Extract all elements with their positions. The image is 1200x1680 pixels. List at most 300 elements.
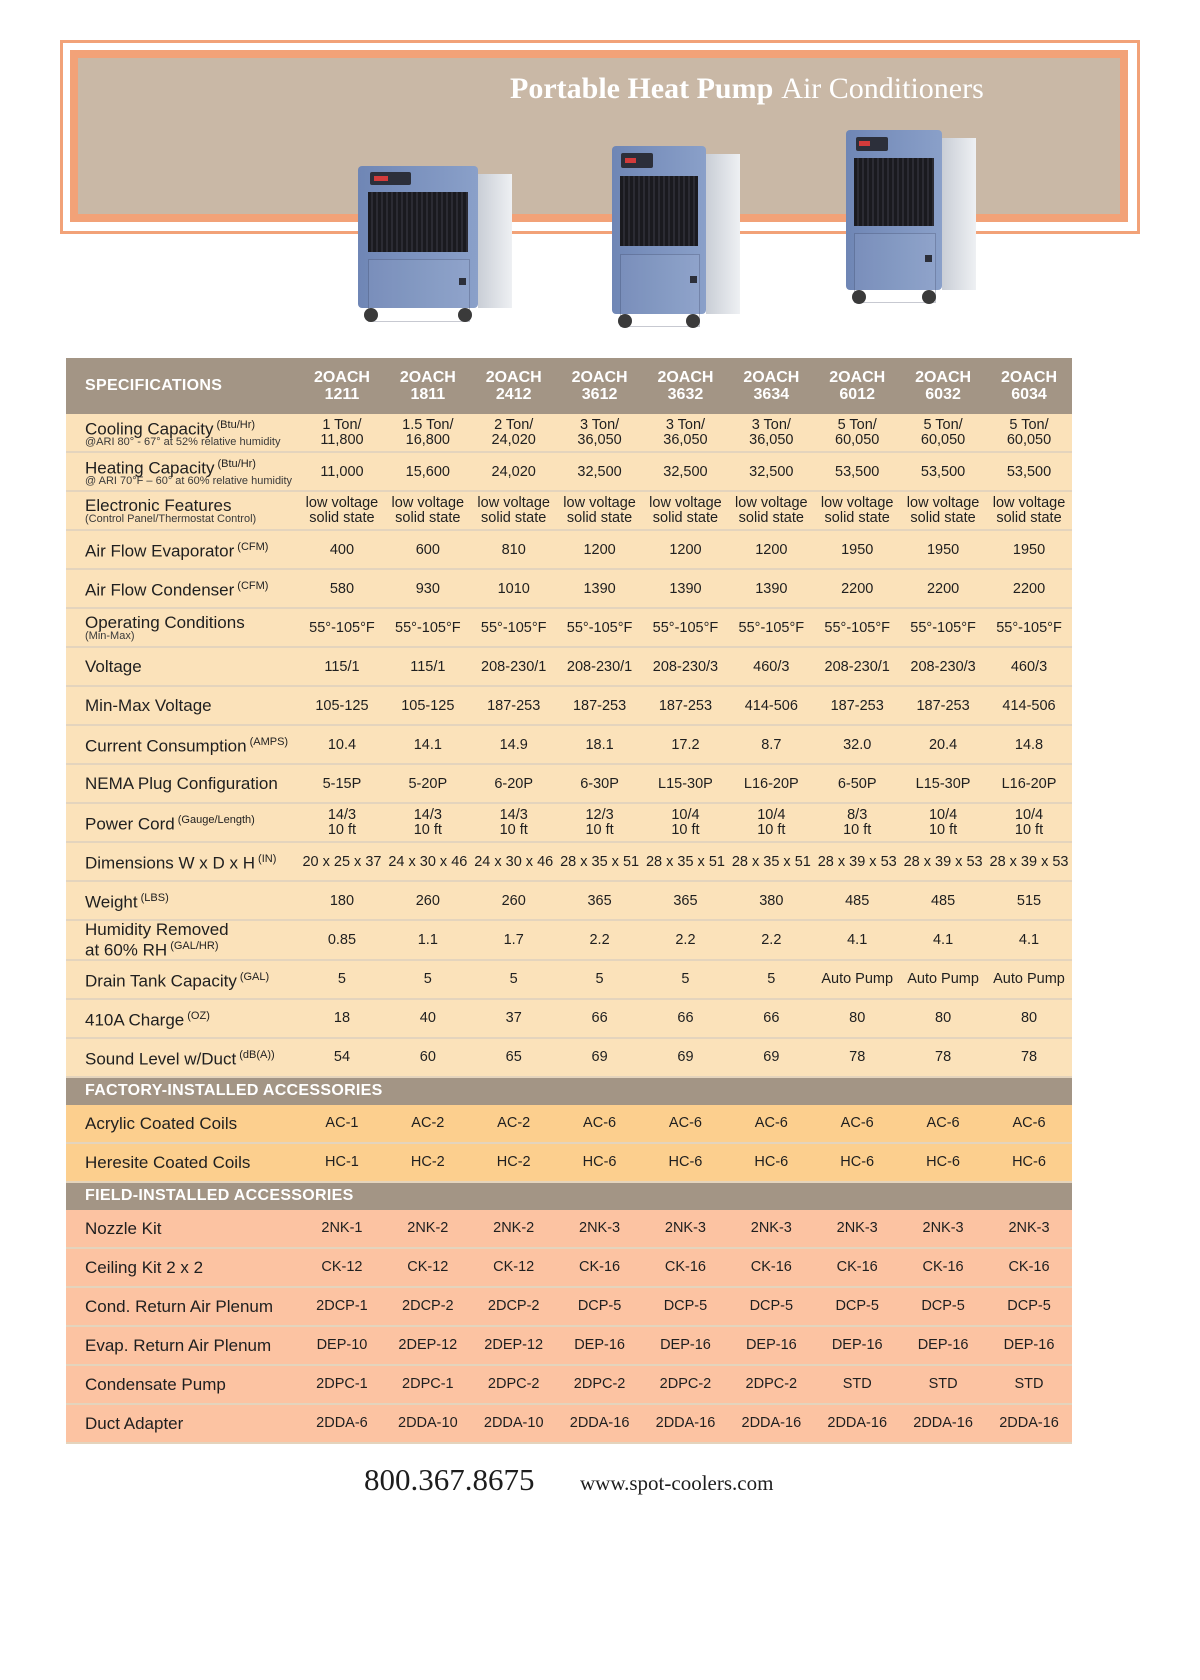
table-cell: DEP-16 [986, 1326, 1072, 1365]
table-row [66, 686, 1072, 725]
page-title [510, 72, 984, 106]
cell-line: 60,050 [1006, 431, 1052, 448]
model-series: 2OACH [829, 369, 886, 386]
table-cell: 2NK-2 [471, 1210, 557, 1248]
table-cell: 78 [814, 1038, 900, 1077]
table-cell: 28 x 35 x 51 [643, 842, 729, 881]
table-cell: AC-2 [471, 1105, 557, 1143]
cell-line: low voltage [992, 494, 1066, 511]
row-label-text: Min-Max Voltage [85, 696, 212, 715]
row-label [66, 569, 299, 608]
table-cell [728, 414, 814, 452]
cell-line: solid state [996, 509, 1062, 526]
row-label [66, 1210, 299, 1248]
table-cell: HC-6 [814, 1143, 900, 1182]
table-row [66, 1287, 1072, 1326]
table-cell: 2.2 [728, 920, 814, 960]
model-number: 1211 [324, 386, 360, 403]
table-cell: 105-125 [385, 686, 471, 725]
cell-line: 10 ft [757, 821, 786, 838]
table-cell: HC-6 [728, 1143, 814, 1182]
table-cell: CK-12 [299, 1248, 385, 1287]
table-cell: 2DDA-16 [814, 1404, 900, 1443]
table-cell: 8.7 [728, 725, 814, 764]
table-cell: AC-6 [728, 1105, 814, 1143]
row-label [66, 842, 299, 881]
row-label [66, 647, 299, 686]
model-series: 2OACH [571, 369, 628, 386]
table-cell [385, 491, 471, 530]
table-cell: 260 [471, 881, 557, 920]
table-cell: 11,000 [299, 452, 385, 491]
table-cell: 600 [385, 530, 471, 569]
row-unit: (Btu/Hr) [216, 418, 256, 431]
row-label-text: Nozzle Kit [85, 1218, 162, 1238]
table-cell: 208-230/1 [814, 647, 900, 686]
table-cell: 14.9 [471, 725, 557, 764]
table-cell: 66 [728, 999, 814, 1038]
cell-line: 1.5 Ton/ [402, 416, 454, 433]
table-cell: 5 [471, 960, 557, 999]
table-cell: 208-230/1 [471, 647, 557, 686]
table-cell: 2DDA-16 [728, 1404, 814, 1443]
table-cell: 2DEP-12 [471, 1326, 557, 1365]
model-header [900, 358, 986, 414]
table-row [66, 999, 1072, 1038]
table-cell: 54 [299, 1038, 385, 1077]
table-cell [643, 803, 729, 842]
specifications-heading: SPECIFICATIONS [66, 358, 299, 414]
cell-line: 10 ft [413, 821, 442, 838]
cell-line: 10 ft [843, 821, 872, 838]
table-cell: 55°-105°F [557, 608, 643, 647]
table-cell: Auto Pump [900, 960, 986, 999]
row-label [66, 686, 299, 725]
cell-line: 10/4 [757, 806, 786, 823]
row-label [66, 530, 299, 569]
table-cell: 580 [299, 569, 385, 608]
row-label [66, 920, 299, 960]
table-cell: 28 x 35 x 51 [557, 842, 643, 881]
table-cell [557, 414, 643, 452]
table-cell: DCP-5 [900, 1287, 986, 1326]
model-number: 1811 [410, 386, 446, 403]
table-cell: 17.2 [643, 725, 729, 764]
table-cell: L16-20P [986, 764, 1072, 803]
cell-line: 10 ft [1014, 821, 1044, 838]
table-cell: 14.8 [986, 725, 1072, 764]
field-accessories-header [66, 1182, 1072, 1210]
cell-line: low voltage [391, 494, 465, 511]
table-cell: 515 [986, 881, 1072, 920]
table-cell: HC-6 [900, 1143, 986, 1182]
cell-line: 3 Ton/ [751, 416, 791, 433]
table-cell: 1200 [557, 530, 643, 569]
table-cell: CK-12 [471, 1248, 557, 1287]
table-cell: 1.7 [471, 920, 557, 960]
table-cell: 20 x 25 x 37 [299, 842, 385, 881]
table-cell: 6-50P [814, 764, 900, 803]
table-cell: DCP-5 [643, 1287, 729, 1326]
row-label [66, 960, 299, 999]
table-cell: 2DPC-1 [299, 1365, 385, 1404]
row-unit: (CFM) [237, 541, 269, 554]
row-unit: (CFM) [237, 580, 269, 593]
table-cell: 37 [471, 999, 557, 1038]
table-cell: 20.4 [900, 725, 986, 764]
table-cell: 2DDA-16 [557, 1404, 643, 1443]
cell-line: low voltage [477, 494, 550, 511]
row-label [66, 1143, 299, 1182]
table-row [66, 569, 1072, 608]
table-cell: 28 x 39 x 53 [986, 842, 1072, 881]
factory-accessories-header-title: FACTORY-INSTALLED ACCESSORIES [66, 1077, 1072, 1105]
table-cell: 2NK-3 [814, 1210, 900, 1248]
row-unit: (Btu/Hr) [217, 457, 256, 470]
table-cell: 260 [385, 881, 471, 920]
table-cell: 80 [986, 999, 1072, 1038]
cell-line: 10/4 [671, 806, 700, 823]
title-light: Air Conditioners [781, 72, 984, 105]
row-label-text: Duct Adapter [85, 1413, 184, 1433]
row-label [66, 881, 299, 920]
table-cell: 2200 [986, 569, 1072, 608]
table-cell [814, 414, 900, 452]
table-row [66, 491, 1072, 530]
table-cell: 53,500 [814, 452, 900, 491]
table-cell: 55°-105°F [986, 608, 1072, 647]
table-cell [557, 491, 643, 530]
table-cell [299, 491, 385, 530]
table-cell: Auto Pump [814, 960, 900, 999]
table-cell: 55°-105°F [471, 608, 557, 647]
cell-line: 2 Ton/ [494, 416, 534, 433]
cell-line: low voltage [820, 494, 894, 511]
factory-accessories-header [66, 1077, 1072, 1105]
row-label-text: NEMA Plug Configuration [85, 774, 278, 793]
row-label [66, 803, 299, 842]
table-cell: 2DPC-2 [471, 1365, 557, 1404]
table-cell: 5 [643, 960, 729, 999]
table-cell: 380 [728, 881, 814, 920]
table-cell: 40 [385, 999, 471, 1038]
table-cell: 4.1 [986, 920, 1072, 960]
table-cell: 187-253 [643, 686, 729, 725]
table-cell: DEP-16 [643, 1326, 729, 1365]
cell-line: 14/3 [413, 806, 442, 823]
cell-line: 24,020 [491, 431, 536, 448]
model-number: 3634 [753, 386, 790, 403]
table-cell: 208-230/3 [643, 647, 729, 686]
table-cell: 5 [299, 960, 385, 999]
table-cell [900, 414, 986, 452]
table-cell: 365 [643, 881, 729, 920]
cell-line: 5 Ton/ [923, 416, 963, 433]
field-accessories-header-title: FIELD-INSTALLED ACCESSORIES [66, 1182, 1072, 1210]
table-cell: 460/3 [986, 647, 1072, 686]
table-cell: 66 [557, 999, 643, 1038]
table-row [66, 881, 1072, 920]
table-cell: 5 [728, 960, 814, 999]
table-cell: 69 [728, 1038, 814, 1077]
table-row [66, 1038, 1072, 1077]
table-cell: 24 x 30 x 46 [385, 842, 471, 881]
cell-line: solid state [652, 509, 719, 526]
row-sublabel: @ ARI 70°F – 60° at 60% relative humidity [85, 475, 293, 488]
model-header [557, 358, 643, 414]
table-cell: 115/1 [299, 647, 385, 686]
row-label-text: Voltage [85, 657, 142, 676]
table-cell: HC-2 [385, 1143, 471, 1182]
model-series: 2OACH [915, 369, 972, 386]
row-label [66, 1105, 299, 1143]
table-cell: 32.0 [814, 725, 900, 764]
table-cell: AC-2 [385, 1105, 471, 1143]
table-cell: 28 x 39 x 53 [900, 842, 986, 881]
model-header [728, 358, 814, 414]
table-cell: 55°-105°F [643, 608, 729, 647]
row-label [66, 1365, 299, 1404]
row-label [66, 725, 299, 764]
cell-line: 10 ft [928, 821, 958, 838]
table-cell [471, 414, 557, 452]
model-number: 3632 [667, 386, 704, 403]
row-label [66, 1287, 299, 1326]
row-unit: (GAL) [239, 970, 270, 983]
table-cell: 55°-105°F [385, 608, 471, 647]
table-cell: 24 x 30 x 46 [471, 842, 557, 881]
row-unit: (GAL/HR) [170, 940, 219, 952]
row-label [66, 764, 299, 803]
table-row [66, 1143, 1072, 1182]
table-header [66, 358, 1072, 414]
table-cell: 60 [385, 1038, 471, 1077]
cell-line: 10/4 [928, 806, 958, 823]
table-cell: DCP-5 [728, 1287, 814, 1326]
row-label [66, 414, 299, 452]
table-cell: 2DPC-2 [728, 1365, 814, 1404]
table-cell [643, 414, 729, 452]
cell-line: 10/4 [1014, 806, 1044, 823]
table-cell [471, 491, 557, 530]
table-cell [986, 491, 1072, 530]
model-series: 2OACH [399, 369, 456, 386]
table-cell: 32,500 [643, 452, 729, 491]
table-cell: L15-30P [900, 764, 986, 803]
table-cell: DCP-5 [814, 1287, 900, 1326]
table-cell: 55°-105°F [728, 608, 814, 647]
cell-line: solid state [566, 509, 633, 526]
row-label [66, 491, 299, 530]
cell-line: solid state [824, 509, 890, 526]
table-cell: 18.1 [557, 725, 643, 764]
table-cell: 5 [557, 960, 643, 999]
table-row [66, 725, 1072, 764]
row-label-text: Weight [85, 892, 138, 912]
table-cell: 105-125 [299, 686, 385, 725]
row-label [66, 608, 299, 647]
cell-line: 10 ft [327, 821, 357, 838]
table-cell [986, 803, 1072, 842]
table-cell: Auto Pump [986, 960, 1072, 999]
table-cell: CK-16 [900, 1248, 986, 1287]
table-cell: 2DCP-2 [471, 1287, 557, 1326]
cell-line: 36,050 [749, 431, 794, 448]
table-cell: 53,500 [986, 452, 1072, 491]
row-label-text: Acrylic Coated Coils [85, 1113, 238, 1133]
table-cell: CK-12 [385, 1248, 471, 1287]
table-cell: 1200 [728, 530, 814, 569]
table-row [66, 803, 1072, 842]
table-cell: 1950 [986, 530, 1072, 569]
table-cell: 55°-105°F [299, 608, 385, 647]
table-cell: 187-253 [471, 686, 557, 725]
table-cell [728, 491, 814, 530]
table-row [66, 842, 1072, 881]
model-number: 6034 [1011, 386, 1047, 403]
table-cell: 2NK-3 [557, 1210, 643, 1248]
table-cell: 6-20P [471, 764, 557, 803]
table-cell: 5 [385, 960, 471, 999]
model-series: 2OACH [1001, 369, 1058, 386]
row-label-text: Drain Tank Capacity [85, 971, 237, 991]
row-label-text: Air Flow Evaporator [85, 541, 235, 561]
table-cell: 1010 [471, 569, 557, 608]
row-unit: (AMPS) [249, 736, 289, 749]
model-series: 2OACH [485, 369, 542, 386]
table-row [66, 764, 1072, 803]
row-unit: (dB(A)) [239, 1048, 275, 1061]
cell-line: 60,050 [920, 431, 966, 448]
table-cell: 2NK-1 [299, 1210, 385, 1248]
table-cell: HC-6 [643, 1143, 729, 1182]
table-cell: 2DDA-6 [299, 1404, 385, 1443]
cell-line: solid state [910, 509, 976, 526]
table-cell: 2DEP-12 [385, 1326, 471, 1365]
table-body [66, 414, 1072, 1443]
table-cell: 2DDA-16 [643, 1404, 729, 1443]
table-cell: 180 [299, 881, 385, 920]
table-row [66, 1365, 1072, 1404]
table-cell: 187-253 [814, 686, 900, 725]
cell-line: low voltage [305, 494, 379, 511]
table-row [66, 1326, 1072, 1365]
model-header [299, 358, 385, 414]
table-cell: 5-20P [385, 764, 471, 803]
row-label [66, 1248, 299, 1287]
website-link[interactable]: www.spot-coolers.com [580, 1471, 774, 1495]
model-number: 6032 [925, 386, 961, 403]
table-cell: CK-16 [986, 1248, 1072, 1287]
table-cell [900, 491, 986, 530]
table-cell: 1390 [557, 569, 643, 608]
table-cell: 1390 [728, 569, 814, 608]
table-cell [728, 803, 814, 842]
row-label-text: Heating Capacity [85, 458, 215, 478]
table-cell: CK-16 [814, 1248, 900, 1287]
table-cell: HC-1 [299, 1143, 385, 1182]
table-row [66, 1210, 1072, 1248]
table-cell: 1.1 [385, 920, 471, 960]
table-cell: DEP-16 [814, 1326, 900, 1365]
table-cell: 2NK-3 [728, 1210, 814, 1248]
table-cell: 78 [900, 1038, 986, 1077]
table-row [66, 530, 1072, 569]
product-image-large [846, 130, 942, 308]
table-cell: 2.2 [643, 920, 729, 960]
table-cell: 10.4 [299, 725, 385, 764]
table-cell: 2DCP-2 [385, 1287, 471, 1326]
table-cell: 80 [900, 999, 986, 1038]
row-label-text: Heresite Coated Coils [85, 1152, 251, 1172]
table-cell: 187-253 [900, 686, 986, 725]
table-cell: 28 x 39 x 53 [814, 842, 900, 881]
table-cell: 28 x 35 x 51 [728, 842, 814, 881]
table-cell: 14.1 [385, 725, 471, 764]
table-cell: 2NK-3 [986, 1210, 1072, 1248]
table-cell: 80 [814, 999, 900, 1038]
table-cell: HC-2 [471, 1143, 557, 1182]
table-cell: 414-506 [986, 686, 1072, 725]
table-cell: CK-16 [728, 1248, 814, 1287]
cell-line: 3 Ton/ [579, 416, 620, 433]
model-header [814, 358, 900, 414]
row-sublabel: (Min-Max) [85, 629, 135, 642]
table-cell: 1950 [900, 530, 986, 569]
table-cell: 2DCP-1 [299, 1287, 385, 1326]
table-cell: 4.1 [900, 920, 986, 960]
model-series: 2OACH [313, 369, 370, 386]
model-header [471, 358, 557, 414]
row-label-text: Power Cord [85, 814, 175, 834]
row-label [66, 1326, 299, 1365]
table-row [66, 960, 1072, 999]
model-number: 2412 [495, 386, 532, 403]
table-cell: STD [986, 1365, 1072, 1404]
table-cell: DEP-10 [299, 1326, 385, 1365]
row-label [66, 1404, 299, 1443]
cell-line: 5 Ton/ [1009, 416, 1049, 433]
table-cell [471, 803, 557, 842]
table-row [66, 1248, 1072, 1287]
table-cell [986, 414, 1072, 452]
cell-line: 36,050 [663, 431, 708, 448]
table-cell [900, 803, 986, 842]
table-cell [385, 414, 471, 452]
cell-line: low voltage [649, 494, 722, 511]
table-row [66, 920, 1072, 960]
table-cell: 5-15P [299, 764, 385, 803]
table-row [66, 608, 1072, 647]
cell-line: solid state [309, 509, 375, 526]
table-cell: DCP-5 [986, 1287, 1072, 1326]
table-cell: 55°-105°F [900, 608, 986, 647]
table-cell: AC-6 [814, 1105, 900, 1143]
cell-line: 16,800 [405, 431, 450, 448]
table-cell [814, 491, 900, 530]
cell-line: 60,050 [835, 431, 880, 448]
table-cell: 485 [814, 881, 900, 920]
table-cell [385, 803, 471, 842]
table-cell: AC-6 [643, 1105, 729, 1143]
table-row [66, 452, 1072, 491]
table-cell: 18 [299, 999, 385, 1038]
table-cell: HC-6 [557, 1143, 643, 1182]
table-cell: AC-6 [986, 1105, 1072, 1143]
cell-line: low voltage [563, 494, 636, 511]
model-number: 6012 [839, 386, 875, 403]
table-cell: 2200 [900, 569, 986, 608]
